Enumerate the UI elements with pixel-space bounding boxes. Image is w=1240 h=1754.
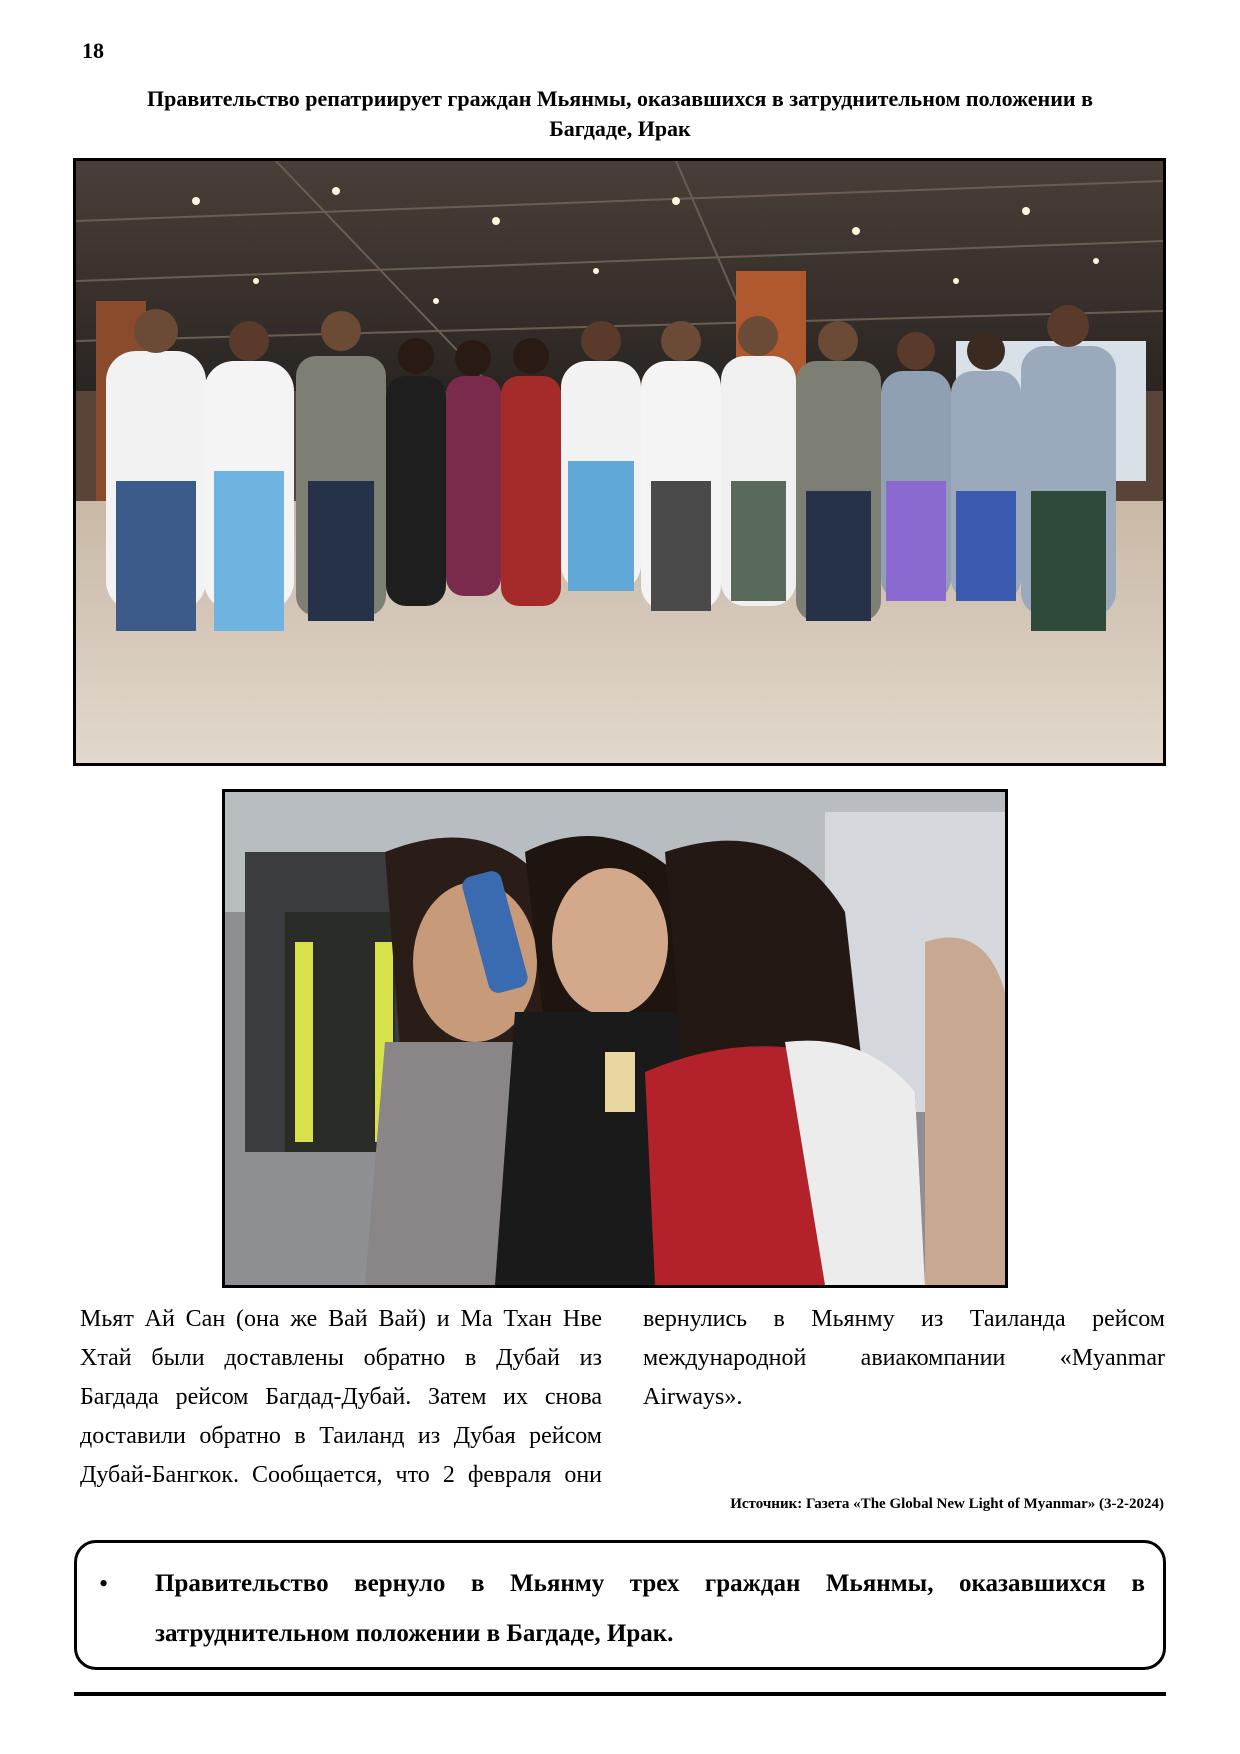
- reunion-photo: [222, 789, 1008, 1288]
- bottom-rule: [74, 1692, 1166, 1696]
- article-source: Источник: Газета «The Global New Light of Myanmar» (3-2-2024): [730, 1496, 1164, 1512]
- page-number: 18: [82, 38, 104, 63]
- article-left-column: Мьят Ай Сан (она же Вай Вай) и Ма Тхан Нве Хтай были доставлены обратно в Дубай из Багдада рейсом Багдад-Дубай. Затем их снова доставили обратно в Таиланд из Дубая рейсом Дубай-Бангкок. Сообщается, что 2 февраля они: [80, 1306, 602, 1488]
- page-title: Правительство репатриирует граждан Мьянмы, оказавшихся в затруднительном положении в Багдаде, Ирак: [147, 86, 1093, 141]
- reunion-photo-icon: [225, 792, 1005, 1285]
- bullet-icon: •: [99, 1569, 109, 1598]
- article-right-column: вернулись в Мьянму из Таиланда рейсом международной авиакомпании «Myanmar Airways».: [643, 1306, 1165, 1410]
- group-photo-icon: [76, 161, 1163, 763]
- group-photo: [73, 158, 1166, 766]
- summary-text: Правительство вернуло в Мьянму трех граждан Мьянмы, оказавшихся в затруднительном положении в Багдаде, Ирак.: [155, 1570, 1145, 1647]
- summary-box: [74, 1540, 1166, 1670]
